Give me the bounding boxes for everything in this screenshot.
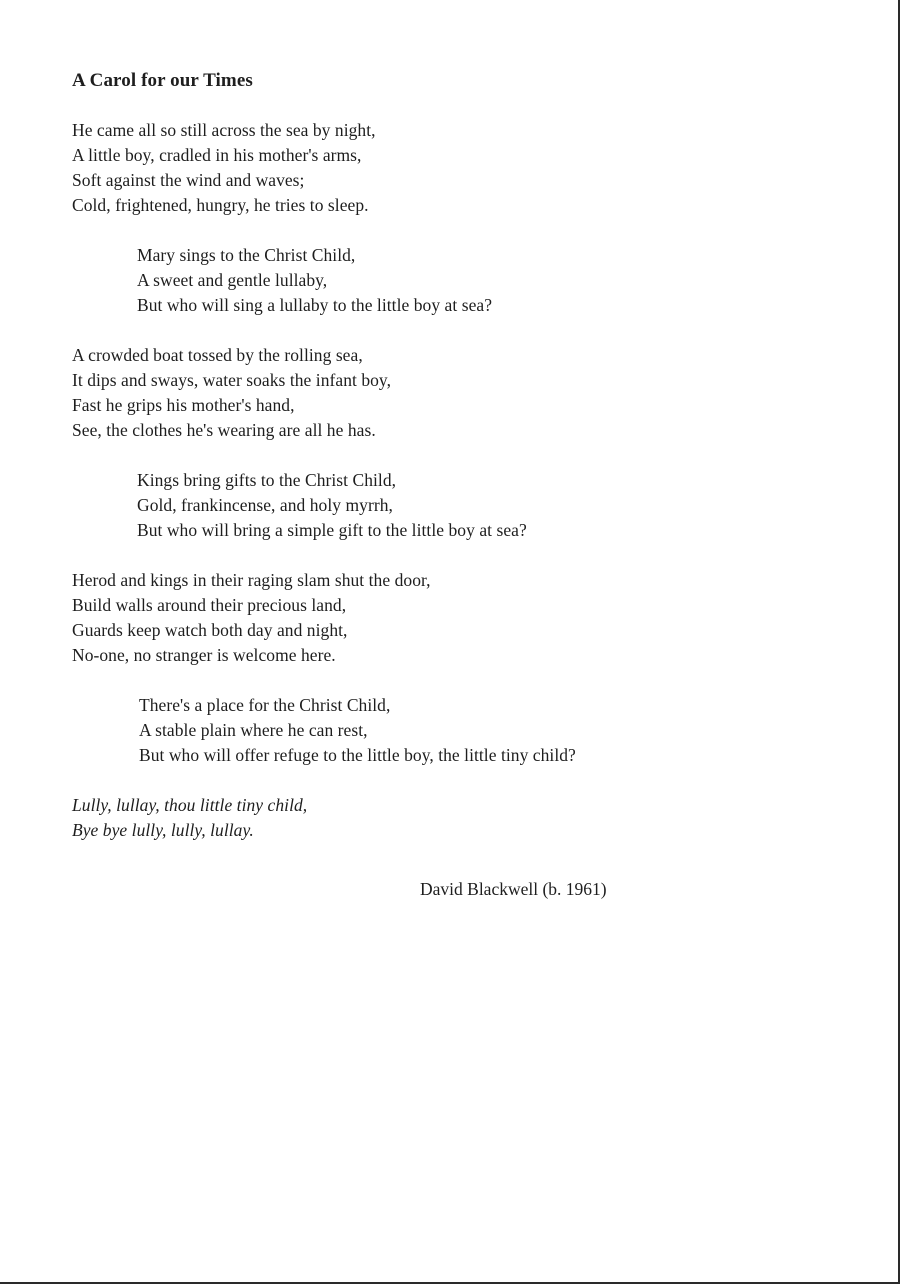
poem-line: It dips and sways, water soaks the infant boy,: [72, 370, 392, 390]
poem-line: Gold, frankincense, and holy myrrh,: [137, 495, 393, 515]
refrain-stanza-2: [137, 468, 527, 543]
poem-line: But who will offer refuge to the little boy, the little tiny child?: [139, 745, 576, 765]
poem-line: Guards keep watch both day and night,: [72, 620, 348, 640]
poem-line: A stable plain where he can rest,: [139, 720, 368, 740]
poem-title: A Carol for our Times: [72, 70, 253, 91]
poem-line: But who will sing a lullaby to the little boy at sea?: [137, 295, 493, 315]
poem-line: Soft against the wind and waves;: [72, 170, 305, 190]
refrain-stanza-1: [137, 243, 492, 318]
poem-line: But who will bring a simple gift to the little boy at sea?: [137, 520, 527, 540]
poem-line: There's a place for the Christ Child,: [139, 695, 391, 715]
poem-line: A crowded boat tossed by the rolling sea,: [72, 345, 363, 365]
poem-line: Kings bring gifts to the Christ Child,: [137, 470, 397, 490]
poem-line: A sweet and gentle lullaby,: [137, 270, 328, 290]
poem-line: No-one, no stranger is welcome here.: [72, 645, 336, 665]
refrain-stanza-3: [139, 693, 576, 768]
poem-line: See, the clothes he's wearing are all he has.: [72, 420, 376, 440]
poem-line: Lully, lullay, thou little tiny child,: [72, 795, 308, 815]
verse-stanza-1: [72, 118, 376, 218]
poem-line: Build walls around their precious land,: [72, 595, 347, 615]
verse-stanza-2: [72, 343, 391, 443]
poem-line: He came all so still across the sea by night,: [72, 120, 376, 140]
poem-line: Fast he grips his mother's hand,: [72, 395, 295, 415]
poem-line: A little boy, cradled in his mother's arms,: [72, 145, 362, 165]
poem-attribution: David Blackwell (b. 1961): [420, 879, 607, 899]
poem-line: Mary sings to the Christ Child,: [137, 245, 356, 265]
poem-line: Herod and kings in their raging slam shut the door,: [72, 570, 431, 590]
verse-stanza-3: [72, 568, 431, 668]
poem-line: Cold, frightened, hungry, he tries to sleep.: [72, 195, 369, 215]
poem-line: Bye bye lully, lully, lullay.: [72, 820, 254, 840]
coda-stanza: [72, 793, 307, 843]
